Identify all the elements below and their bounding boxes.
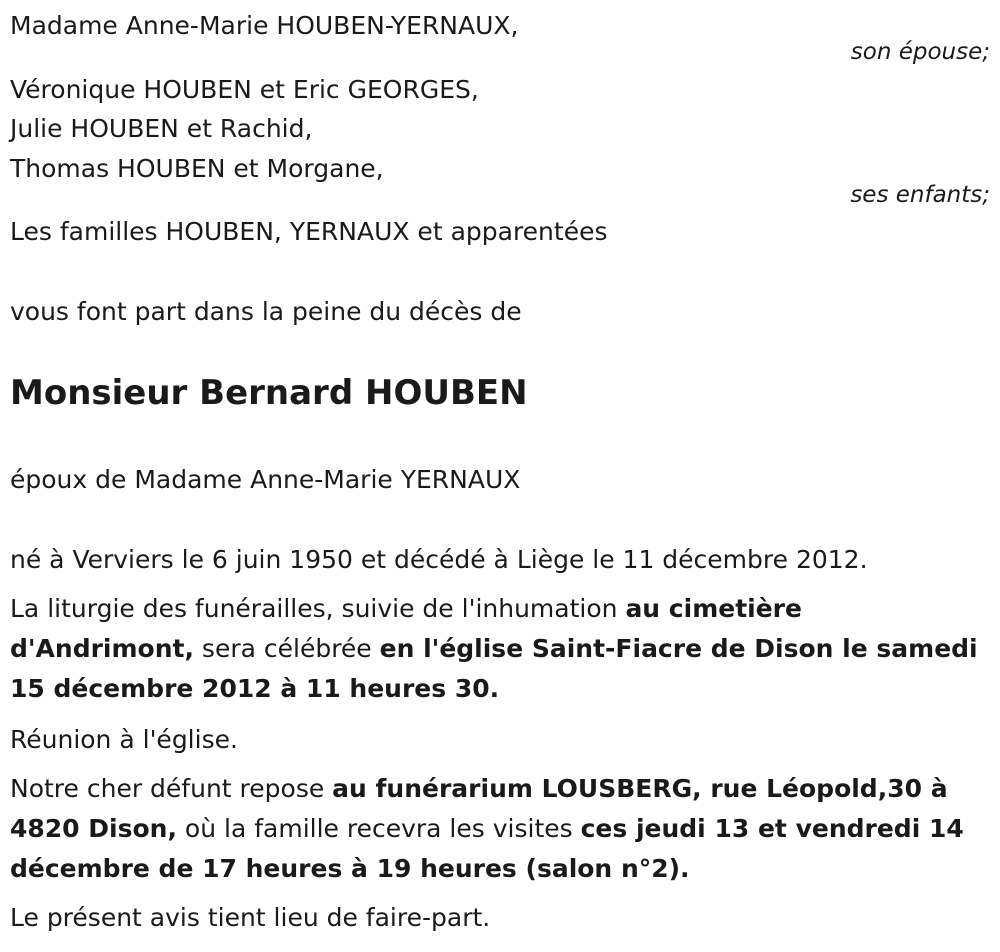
ceremony-church-date: en l'église Saint-Fiacre de Dison le samedi 15 décembre 2012 à 11 heures 30. xyxy=(10,634,978,703)
ceremony-text-1: La liturgie des funérailles, suivie de l'inhumation xyxy=(10,594,626,623)
spouse-name: Madame Anne-Marie HOUBEN-YERNAUX, xyxy=(10,11,519,40)
families-line: Les familles HOUBEN, YERNAUX et apparentées xyxy=(10,217,608,246)
ceremony-cemetery: au cimetière d'Andrimont, xyxy=(10,594,802,663)
ceremony-paragraph xyxy=(10,589,990,709)
child-line-2: Julie HOUBEN et Rachid, xyxy=(10,114,313,143)
viewing-text-1: Notre cher défunt repose xyxy=(10,774,333,803)
child-line-3: Thomas HOUBEN et Morgane, xyxy=(10,154,384,183)
birth-death-line: né à Verviers le 6 juin 1950 et décédé à Liège le 11 décembre 2012. xyxy=(10,545,868,574)
child-line-1: Véronique HOUBEN et Eric GEORGES, xyxy=(10,75,479,104)
viewing-times: ces jeudi 13 et vendredi 14 décembre de 17 heures à 19 heures (salon n°2). xyxy=(10,814,964,883)
announcement-line: vous font part dans la peine du décès de xyxy=(10,297,522,326)
spouse-role: son épouse; xyxy=(850,39,990,65)
meeting-line: Réunion à l'église. xyxy=(10,725,238,754)
closing-line: Le présent avis tient lieu de faire-part. xyxy=(10,903,491,932)
children-role: ses enfants; xyxy=(850,182,990,208)
viewing-text-2: où la famille recevra les visites xyxy=(176,814,581,843)
deceased-name: Monsieur Bernard HOUBEN xyxy=(10,373,528,413)
viewing-paragraph xyxy=(10,769,990,889)
spouse-of-line: époux de Madame Anne-Marie YERNAUX xyxy=(10,465,521,494)
ceremony-text-2: sera célébrée xyxy=(193,634,380,663)
viewing-funeral-home: au funérarium LOUSBERG, rue Léopold,30 à 4820 Dison, xyxy=(10,774,948,843)
